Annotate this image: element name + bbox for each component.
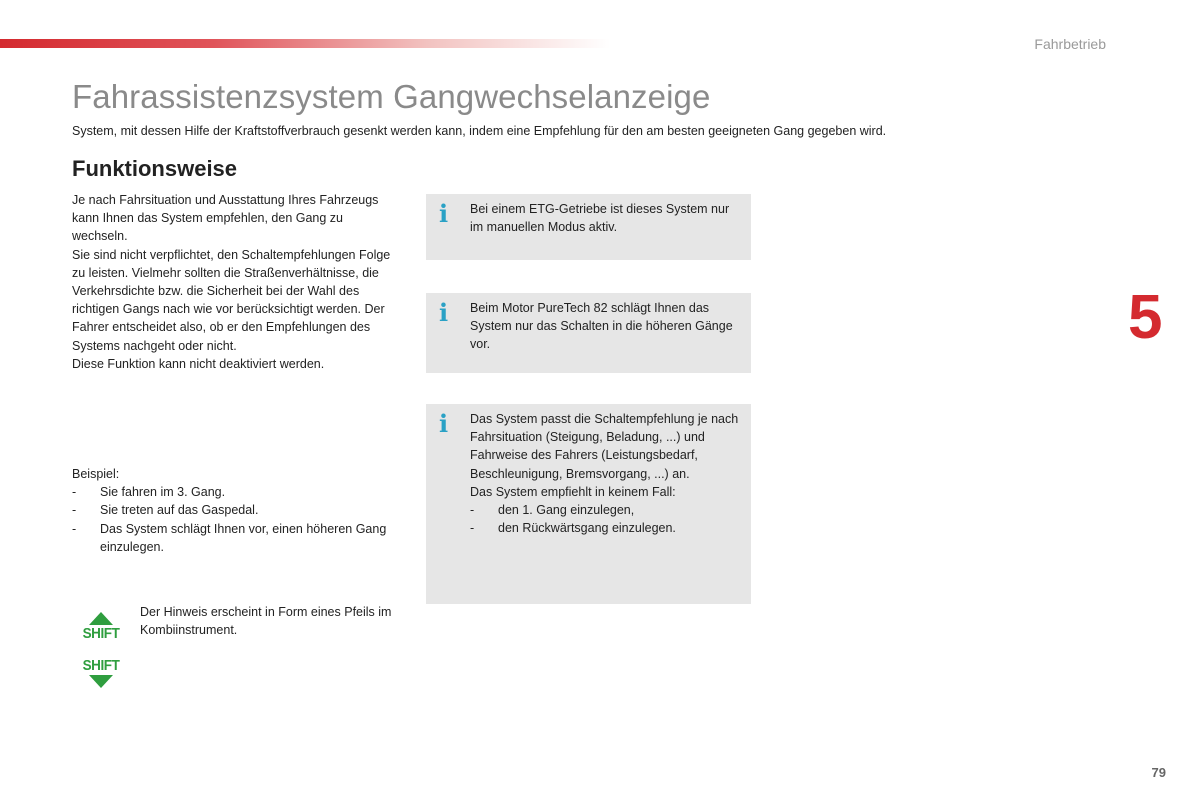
info-note	[426, 293, 751, 373]
info-note	[426, 194, 751, 260]
body-paragraph: Je nach Fahrsituation und Ausstattung Ihres Fahrzeugs kann Ihnen das System empfehlen, den Gang zu wechseln.	[72, 193, 379, 244]
shift-indicator-figure	[78, 612, 124, 688]
header-accent-bar	[0, 39, 610, 48]
note-text: Bei einem ETG-Getriebe ist dieses System nur im manuellen Modus aktiv.	[470, 202, 730, 235]
shift-caption: Der Hinweis erscheint in Form eines Pfeils im Kombiinstrument.	[140, 605, 392, 638]
info-note	[426, 404, 751, 604]
info-icon: i	[439, 298, 449, 327]
list-item: - den Rückwärtsgang einzulegen.	[470, 521, 676, 536]
list-item: - Sie fahren im 3. Gang.	[72, 485, 226, 500]
info-icon: i	[439, 409, 449, 438]
page-number: 79	[1151, 765, 1166, 780]
chapter-number: 5	[1128, 283, 1163, 352]
shift-up-label: SHIFT	[82, 625, 120, 642]
intro-text: System, mit dessen Hilfe der Kraftstoffverbrauch gesenkt werden kann, indem eine Empfehlung für den am besten geeigneten Gang gegeben wird.	[72, 124, 887, 138]
page-title: Fahrassistenzsystem Gangwechselanzeige	[72, 78, 711, 115]
body-paragraph: Diese Funktion kann nicht deaktiviert werden.	[72, 356, 325, 371]
list-item: - Das System schlägt Ihnen vor, einen höheren Gang einzulegen.	[72, 521, 387, 554]
example-block	[72, 465, 402, 556]
note-text: Beim Motor PureTech 82 schlägt Ihnen das System nur das Schalten in die höheren Gänge vor.	[470, 301, 733, 352]
body-paragraph: Sie sind nicht verpflichtet, den Schaltempfehlungen Folge zu leisten. Vielmehr sollten die Straßenverhältnisse, die Verkehrsdichte bzw. die Sicherheit bei der Wahl des richtigen Gangs nach wie vor berücksichtigt werden. Der Fahrer entscheidet also, ob er den Empfehlungen des Systems nachgeht oder nicht.	[72, 247, 391, 353]
note-list	[470, 501, 741, 537]
note-text: Das System empfiehlt in keinem Fall:	[470, 484, 676, 499]
list-item: - Sie treten auf das Gaspedal.	[72, 503, 259, 518]
note-text: Das System passt die Schaltempfehlung je nach Fahrsituation (Steigung, Beladung, ...) und Fahrweise des Fahrers (Leistungsbedarf, Beschleunigung, Bremsvorgang, ...) an.	[470, 412, 739, 481]
body-text	[72, 191, 402, 373]
shift-down-label: SHIFT	[82, 657, 120, 674]
arrow-up-icon	[89, 612, 113, 625]
example-list	[72, 483, 402, 556]
list-item: - den 1. Gang einzulegen,	[470, 503, 635, 518]
arrow-down-icon	[89, 675, 113, 688]
section-label: Fahrbetrieb	[1034, 36, 1106, 52]
section-heading: Funktionsweise	[72, 156, 238, 181]
example-label: Beispiel:	[72, 467, 120, 481]
info-icon: i	[439, 199, 449, 228]
